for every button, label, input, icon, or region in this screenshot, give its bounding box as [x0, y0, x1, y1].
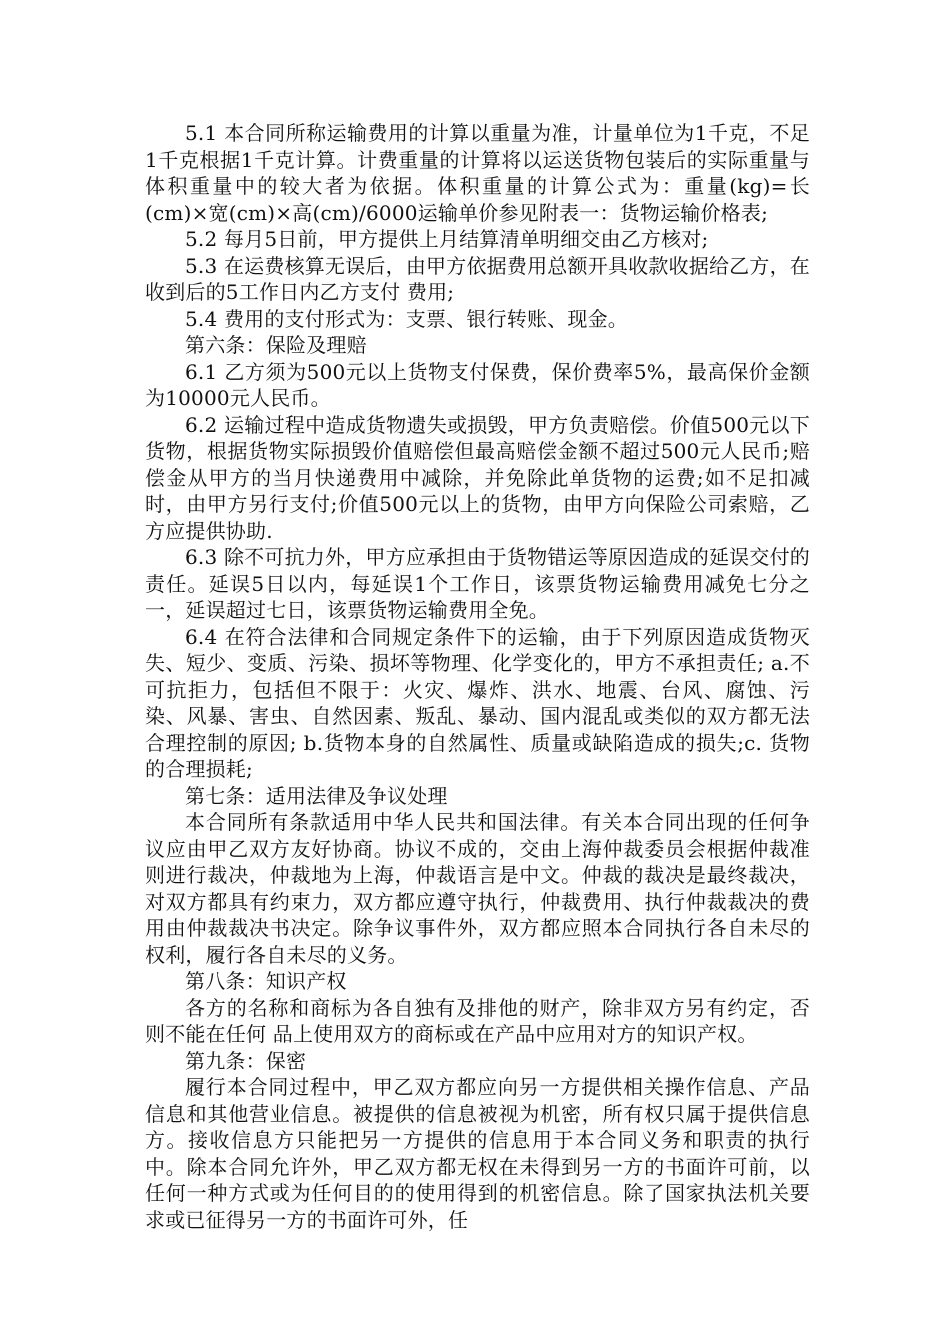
article-6-heading: 第六条：保险及理赔	[185, 333, 367, 357]
article-8-body: 各方的名称和商标为各自独有及排他的财产，除非双方另有约定，否则不能在任何 品上使用双方的商标或在产品中应用对方的知识产权。	[145, 995, 810, 1046]
clause-5-1: 5.1 本合同所称运输费用的计算以重量为准，计量单位为1千克，不足1千克根据1千克计算。计费重量的计算将以运送货物包装后的实际重量与体积重量中的较大者为依据。体积重量的计算公式为：重量(kg)=长(cm)×宽(cm)×高(cm)/6000运输单价参见附表一：货物运输价格表;	[145, 121, 810, 225]
article-7-body: 本合同所有条款适用中华人民共和国法律。有关本合同出现的任何争议应由甲乙双方友好协商。协议不成的，交由上海仲裁委员会根据仲裁准则进行裁决，仲裁地为上海，仲裁语言是中文。仲裁的裁决是最终裁决，对双方都具有约束力，双方都应遵守执行，仲裁费用、执行仲裁裁决的费用由仲裁裁决书决定。除争议事件外，双方都应照本合同执行各自未尽的权利，履行各自未尽的义务。	[145, 810, 810, 967]
clause-5-3: 5.3 在运费核算无误后，由甲方依据费用总额开具收款收据给乙方，在收到后的5工作日内乙方支付 费用;	[145, 253, 810, 304]
article-7-heading: 第七条：适用法律及争议处理	[185, 783, 448, 808]
article-8-heading: 第八条：知识产权	[185, 969, 347, 993]
clause-6-1: 6.1 乙方须为500元以上货物支付保费，保价费率5%，最高保价金额为10000元人民币。	[145, 359, 810, 410]
article-9-body: 履行本合同过程中，甲乙双方都应向另一方提供相关操作信息、产品信息和其他营业信息。被提供的信息被视为机密，所有权只属于提供信息方。接收信息方只能把另一方提供的信息用于本合同义务和职责的执行中。除本合同允许外，甲乙双方都无权在未得到另一方的书面许可前，以任何一种方式或为任何目的的使用得到的机密信息。除了国家执法机关要求或已征得另一方的书面许可外，任	[145, 1075, 810, 1232]
clause-6-2: 6.2 运输过程中造成货物遗失或损毁，甲方负责赔偿。价值500元以下货物，根据货物实际损毁价值赔偿但最高赔偿金额不超过500元人民币;赔偿金从甲方的当月快递费用中减除，并免除此单货物的运费;如不足扣减时，由甲方另行支付;价值500元以上的货物，由甲方向保险公司索赔，乙方应提供协助.	[145, 412, 810, 543]
clause-5-2: 5.2 每月5日前，甲方提供上月结算清单明细交由乙方核对;	[185, 227, 709, 251]
clause-5-4: 5.4 费用的支付形式为：支票、银行转账、现金。	[185, 306, 628, 331]
document-body	[145, 120, 810, 1233]
clause-6-3: 6.3 除不可抗力外，甲方应承担由于货物错运等原因造成的延误交付的责任。延误5日以内，每延误1个工作日，该票货物运输费用减免七分之一，延误超过七日，该票货物运输费用全免。	[145, 545, 810, 622]
article-9-heading: 第九条：保密	[185, 1048, 307, 1073]
clause-6-4: 6.4 在符合法律和合同规定条件下的运输，由于下列原因造成货物灭失、短少、变质、污染、损坏等物理、化学变化的，甲方不承担责任; a.不可抗拒力，包括但不限于：火灾、爆炸、洪水、地震、台风、腐蚀、污染、风暴、害虫、自然因素、叛乱、暴动、国内混乱或类似的双方都无法合理控制的原因; b.货物本身的自然属性、质量或缺陷造成的损失;c. 货物的合理损耗;	[145, 624, 810, 781]
